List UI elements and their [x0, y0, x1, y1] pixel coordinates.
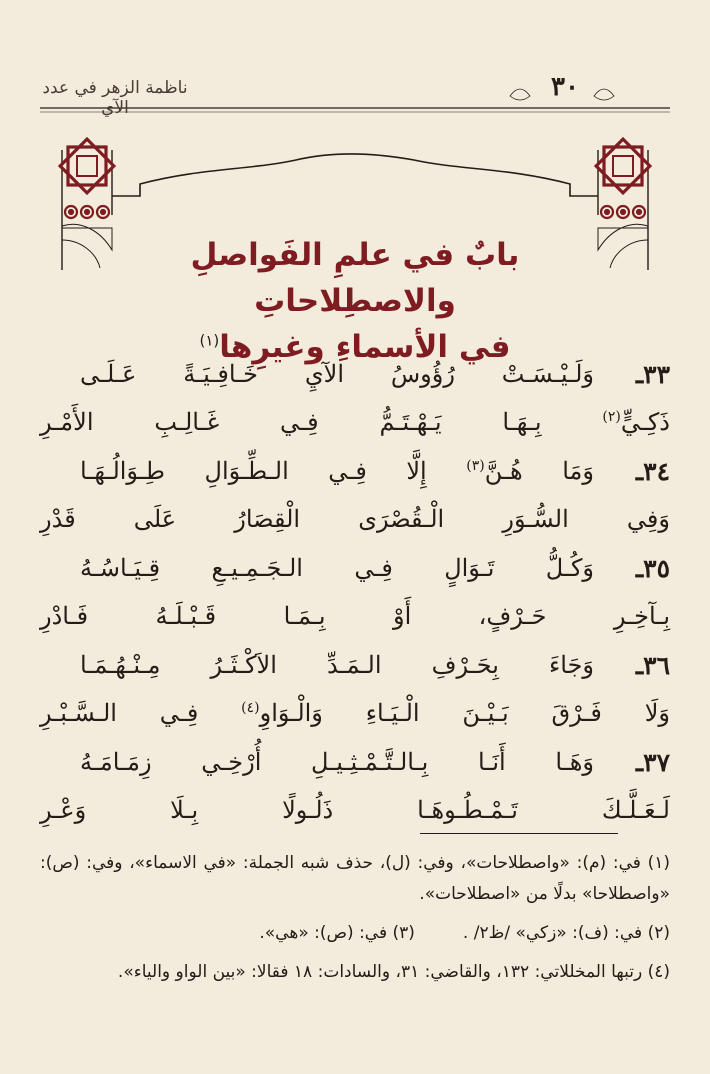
verse — [40, 449, 670, 546]
hemistich-text: وَلَا فَـرْقَ بَـيْـنَ الْـيَـاءِ وَالْـوَاوِ — [259, 699, 671, 727]
hemistich-text: إِلَّا فِـي الـطِّـوَالِ طِـوَالُـهَـا — [80, 457, 467, 485]
left-star-ornament-icon — [60, 139, 114, 193]
hemistich-text: بِـهَـا يَـهْـتَـمُّ فِـي غَـالِـبِ الأَمْـرِ — [40, 408, 603, 436]
footnote-row — [40, 918, 670, 949]
chapter-title — [95, 232, 615, 370]
verse-first-hemistich: وَجَاءَ بِحَـرْفِ الـمَـدِّ الاَكْـثَـرُ مِـنْـهُـمَـا — [80, 651, 594, 679]
verse-second-hemistich — [40, 699, 670, 727]
verse-first-hemistich: وَهَـا أَنَـا بِـالـتَّـمْـثِـيـلِ أُرْخِـي زِمَـامَـهُ — [80, 748, 594, 776]
verse-first-hemistich: وَكُـلُّ تَـوَالٍ فِـي الـجَـمِـيـعِ قِـيَـاسُـهُ — [80, 554, 594, 582]
verse-second-hemistich: لَـعَـلَّـكَ تَـمْـطُـوهَـا ذَلُـولًا بِـلَا وَعْـرِ — [40, 796, 670, 824]
left-rosette-row-icon — [65, 206, 109, 218]
verse-number: ٣٧ـ — [635, 748, 670, 777]
verse-second-hemistich: وَفِي السُّـوَرِ الْـقُصْرَى الْقِصَارُ عَلَى قَدْرِ — [40, 505, 670, 533]
hemistich-text: فِـي الـسَّـبْـرِ — [40, 699, 242, 727]
chapter-title-line-1: بابٌ في علمِ الفَواصلِ والاصطِلاحاتِ — [190, 237, 520, 319]
verse-second-hemistich: بِـآخِـرِ حَـرْفٍ، أَوْ بِـمَـا قَـبْـلَـهُ فَـادْرِ — [40, 602, 670, 630]
verse-first-hemistich — [80, 457, 594, 485]
verse — [40, 643, 670, 740]
right-rosette-row-icon — [601, 206, 645, 218]
hemistich-text: ذَكِـيٍّ — [620, 408, 670, 436]
verse-first-hemistich: وَلَـيْـسَـتْ رُؤُوسُ الآيِ خَـافِـيَـةً عَـلَـى — [80, 360, 594, 388]
page-number: ٣٠ — [551, 72, 579, 102]
footnote: (٤) رتبها المخللاتي: ١٣٢، والقاضي: ٣١، والسادات: ١٨ فقالا: «بين الواو والياء». — [117, 962, 670, 982]
right-star-ornament-icon — [596, 139, 650, 193]
footnote-marker: (٢) — [602, 409, 621, 425]
footnote: (٣) في: (ص): «هي». — [259, 923, 415, 943]
running-header — [40, 70, 670, 130]
footnote-marker: (١) — [199, 331, 220, 350]
verse — [40, 352, 670, 449]
verse — [40, 546, 670, 643]
verse-number: ٣٤ـ — [635, 457, 670, 486]
verse-number: ٣٦ـ — [635, 651, 670, 680]
verse-second-hemistich — [40, 408, 670, 436]
verse — [40, 740, 670, 837]
footnote: (٢) في: (ف): «زكي» /ظ٢/ . — [462, 923, 670, 943]
footnotes — [40, 848, 670, 996]
footnote-marker: (٣) — [466, 458, 485, 474]
verse-number: ٣٥ـ — [635, 554, 670, 583]
running-title: ناظمة الزهر في عدد الآي — [42, 78, 188, 118]
poem-verses — [40, 352, 670, 837]
footnote-separator — [420, 833, 618, 834]
hemistich-text: وَمَا هُـنَّ — [484, 457, 595, 485]
footnote: (١) في: (م): «واصطلاحات»، وفي: (ل)، حذف شبه الجملة: «في الاسماء»، وفي: (ص): «واصطلاحا» بدلًا من «اصطلاحات». — [40, 853, 670, 904]
footnote-marker: (٤) — [241, 700, 260, 716]
chapter-title-line-2-text: في الأسماءِ وغيرِها — [219, 329, 511, 365]
verse-number: ٣٣ـ — [635, 360, 670, 389]
